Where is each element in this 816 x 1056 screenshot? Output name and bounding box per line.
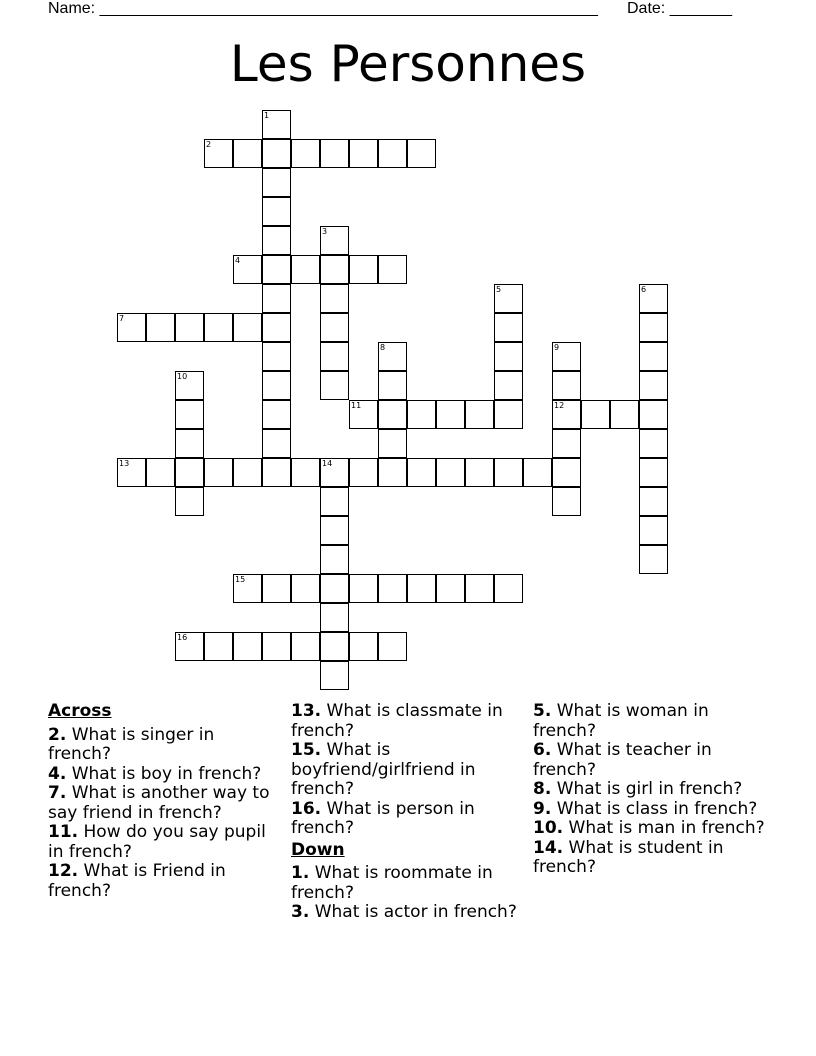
crossword-cell[interactable]	[233, 255, 262, 284]
crossword-cell[interactable]	[175, 371, 204, 400]
crossword-cell[interactable]	[378, 139, 407, 168]
cell-number: 12	[554, 401, 565, 410]
crossword-cell[interactable]	[320, 545, 349, 574]
crossword-cell[interactable]	[204, 632, 233, 661]
clue-text: What is classmate in french?	[291, 701, 503, 741]
crossword-cell[interactable]	[407, 458, 436, 487]
across-clue	[291, 741, 523, 800]
crossword-cell[interactable]	[320, 284, 349, 313]
down-clue-list	[291, 864, 523, 923]
crossword-cell[interactable]	[262, 574, 291, 603]
crossword-cell[interactable]	[494, 574, 523, 603]
crossword-cell[interactable]	[262, 342, 291, 371]
crossword-cell[interactable]	[639, 371, 668, 400]
crossword-cell[interactable]	[175, 632, 204, 661]
crossword-cell[interactable]	[262, 168, 291, 197]
crossword-cell[interactable]	[407, 400, 436, 429]
cell-number: 3	[322, 227, 328, 236]
cell-number: 9	[554, 343, 560, 352]
crossword-cell[interactable]	[552, 342, 581, 371]
crossword-cell[interactable]	[552, 429, 581, 458]
cell-number: 7	[119, 314, 125, 323]
clue-number: 13.	[291, 701, 322, 721]
crossword-cell[interactable]	[175, 429, 204, 458]
down-clue	[533, 741, 765, 780]
across-clue-list-continued	[291, 702, 523, 839]
crossword-cell[interactable]	[233, 632, 262, 661]
across-clue	[48, 765, 280, 785]
clue-text: What is boyfriend/girlfriend in french?	[291, 740, 476, 799]
across-clue	[48, 784, 280, 823]
crossword-cell[interactable]	[262, 632, 291, 661]
crossword-cell[interactable]	[407, 574, 436, 603]
clue-text: What is singer in french?	[48, 724, 215, 764]
crossword-cell[interactable]	[262, 110, 291, 139]
down-clue	[533, 702, 765, 741]
crossword-cell[interactable]	[378, 458, 407, 487]
clue-text: How do you say pupil in french?	[48, 822, 266, 862]
cell-number: 14	[322, 459, 333, 468]
crossword-cell[interactable]	[494, 458, 523, 487]
across-clue-list	[48, 726, 280, 902]
clue-text: What is Friend in french?	[48, 861, 226, 901]
crossword-cell[interactable]	[349, 139, 378, 168]
cell-number: 1	[264, 111, 270, 120]
clue-text: What is teacher in french?	[533, 740, 712, 780]
clue-text: What is class in french?	[551, 798, 758, 819]
crossword-cell[interactable]	[639, 342, 668, 371]
crossword-cell[interactable]	[320, 255, 349, 284]
crossword-cell[interactable]	[233, 313, 262, 342]
clue-text: What is boy in french?	[66, 763, 262, 784]
crossword-cell[interactable]	[175, 458, 204, 487]
crossword-cell[interactable]	[378, 371, 407, 400]
crossword-cell[interactable]	[262, 429, 291, 458]
crossword-cell[interactable]	[262, 400, 291, 429]
crossword-cell[interactable]	[552, 487, 581, 516]
clue-number: 9.	[533, 798, 552, 819]
crossword-cell[interactable]	[494, 342, 523, 371]
crossword-cell[interactable]	[378, 429, 407, 458]
clue-text: What is man in french?	[563, 818, 765, 838]
crossword-cell[interactable]	[494, 284, 523, 313]
clue-number: 8.	[533, 779, 552, 799]
crossword-cell[interactable]	[146, 458, 175, 487]
clue-text: What is student in french?	[533, 837, 724, 877]
crossword-cell[interactable]	[378, 255, 407, 284]
across-clue	[48, 862, 280, 901]
crossword-cell[interactable]	[436, 458, 465, 487]
crossword-cell[interactable]	[291, 458, 320, 487]
crossword-cell[interactable]	[349, 574, 378, 603]
crossword-cell[interactable]	[639, 284, 668, 313]
down-clue	[533, 839, 765, 878]
crossword-cell[interactable]	[262, 458, 291, 487]
crossword-cell[interactable]	[581, 400, 610, 429]
crossword-cell[interactable]	[204, 313, 233, 342]
crossword-cell[interactable]	[320, 661, 349, 690]
clue-number: 12.	[48, 861, 79, 881]
crossword-cell[interactable]	[291, 632, 320, 661]
crossword-cell[interactable]	[320, 342, 349, 371]
clues-column-2	[291, 702, 523, 923]
clue-number: 6.	[533, 740, 552, 760]
crossword-cell[interactable]	[378, 342, 407, 371]
down-clue	[291, 864, 523, 903]
crossword-cell[interactable]	[320, 226, 349, 255]
crossword-cell[interactable]	[204, 458, 233, 487]
crossword-cell[interactable]	[320, 313, 349, 342]
crossword-cell[interactable]	[349, 255, 378, 284]
crossword-cell[interactable]	[262, 371, 291, 400]
down-clue	[533, 819, 765, 839]
crossword-cell[interactable]	[262, 284, 291, 313]
crossword-cell[interactable]	[146, 313, 175, 342]
crossword-cell[interactable]	[233, 574, 262, 603]
crossword-cell[interactable]	[639, 545, 668, 574]
clues-column-3	[533, 702, 765, 878]
cell-number: 5	[496, 285, 502, 294]
down-clue	[291, 903, 523, 923]
crossword-cell[interactable]	[262, 197, 291, 226]
crossword-cell[interactable]	[552, 371, 581, 400]
crossword-cell[interactable]	[639, 400, 668, 429]
cell-number: 4	[235, 256, 241, 265]
crossword-cell[interactable]	[436, 574, 465, 603]
across-clue	[48, 823, 280, 862]
crossword-cell[interactable]	[639, 516, 668, 545]
crossword-cell[interactable]	[117, 458, 146, 487]
crossword-cell[interactable]	[494, 371, 523, 400]
page-title: Les Personnes	[229, 35, 587, 93]
crossword-cell[interactable]	[175, 400, 204, 429]
clue-text: What is girl in french?	[551, 779, 743, 799]
crossword-cell[interactable]	[494, 400, 523, 429]
crossword-cell[interactable]	[262, 226, 291, 255]
crossword-cell[interactable]	[262, 255, 291, 284]
cell-number: 8	[380, 343, 386, 352]
clue-number: 11.	[48, 822, 79, 842]
crossword-cell[interactable]	[639, 487, 668, 516]
name-field[interactable]: Name: ________________________________________________________	[48, 0, 598, 17]
crossword-cell[interactable]	[320, 574, 349, 603]
crossword-cell[interactable]	[320, 371, 349, 400]
clue-number: 16.	[291, 798, 322, 819]
crossword-cell[interactable]	[204, 139, 233, 168]
crossword-cell[interactable]	[117, 313, 146, 342]
cell-number: 13	[119, 459, 130, 468]
crossword-cell[interactable]	[320, 516, 349, 545]
cell-number: 6	[641, 285, 647, 294]
crossword-cell[interactable]	[320, 632, 349, 661]
crossword-cell[interactable]	[494, 313, 523, 342]
crossword-cell[interactable]	[175, 487, 204, 516]
clue-number: 3.	[291, 902, 310, 922]
clue-text: What is person in french?	[291, 798, 475, 838]
across-clue	[291, 702, 523, 741]
down-clue	[533, 800, 765, 820]
crossword-cell[interactable]	[320, 487, 349, 516]
clue-text: What is another way to say friend in french?	[48, 783, 270, 823]
crossword-cell[interactable]	[291, 255, 320, 284]
clue-number: 10.	[533, 818, 564, 838]
crossword-cell[interactable]	[349, 400, 378, 429]
cell-number: 10	[177, 372, 188, 381]
crossword-cell[interactable]	[552, 458, 581, 487]
crossword-cell[interactable]	[291, 139, 320, 168]
crossword-cell[interactable]	[610, 400, 639, 429]
crossword-cell[interactable]	[639, 429, 668, 458]
crossword-cell[interactable]	[320, 139, 349, 168]
clue-text: What is actor in french?	[309, 902, 517, 922]
crossword-cell[interactable]	[349, 458, 378, 487]
crossword-cell[interactable]	[465, 400, 494, 429]
crossword-cell[interactable]	[378, 574, 407, 603]
crossword-cell[interactable]	[320, 458, 349, 487]
clue-number: 14.	[533, 837, 564, 858]
clue-number: 1.	[291, 863, 310, 883]
crossword-cell[interactable]	[378, 400, 407, 429]
down-heading: Down	[291, 839, 345, 860]
clues-column-1	[48, 702, 280, 901]
crossword-cell[interactable]	[639, 458, 668, 487]
crossword-cell[interactable]	[436, 400, 465, 429]
cell-number: 16	[177, 633, 188, 642]
across-clue	[48, 726, 280, 765]
clue-number: 4.	[48, 763, 67, 784]
crossword-cell[interactable]	[552, 400, 581, 429]
crossword-cell[interactable]	[262, 139, 291, 168]
crossword-cell[interactable]	[233, 458, 262, 487]
crossword-cell[interactable]	[465, 458, 494, 487]
clue-number: 2.	[48, 724, 67, 745]
crossword-cell[interactable]	[465, 574, 494, 603]
crossword-cell[interactable]	[262, 313, 291, 342]
crossword-cell[interactable]	[523, 458, 552, 487]
clue-number: 7.	[48, 783, 67, 803]
clue-number: 15.	[291, 740, 322, 760]
date-field[interactable]: Date: _______	[627, 0, 732, 17]
crossword-cell[interactable]	[407, 139, 436, 168]
cell-number: 11	[351, 401, 362, 410]
cell-number: 15	[235, 575, 246, 584]
crossword-cell[interactable]	[233, 139, 262, 168]
down-clue-list-continued	[533, 702, 765, 878]
clue-text: What is woman in french?	[533, 701, 709, 741]
clue-number: 5.	[533, 701, 552, 721]
crossword-cell[interactable]	[349, 632, 378, 661]
crossword-cell[interactable]	[378, 632, 407, 661]
down-clue	[533, 780, 765, 800]
crossword-cell[interactable]	[639, 313, 668, 342]
crossword-cell[interactable]	[175, 313, 204, 342]
crossword-cell[interactable]	[291, 574, 320, 603]
cell-number: 2	[206, 140, 212, 149]
across-heading: Across	[48, 701, 112, 721]
across-clue	[291, 800, 523, 839]
clue-text: What is roommate in french?	[291, 863, 493, 903]
crossword-cell[interactable]	[320, 603, 349, 632]
